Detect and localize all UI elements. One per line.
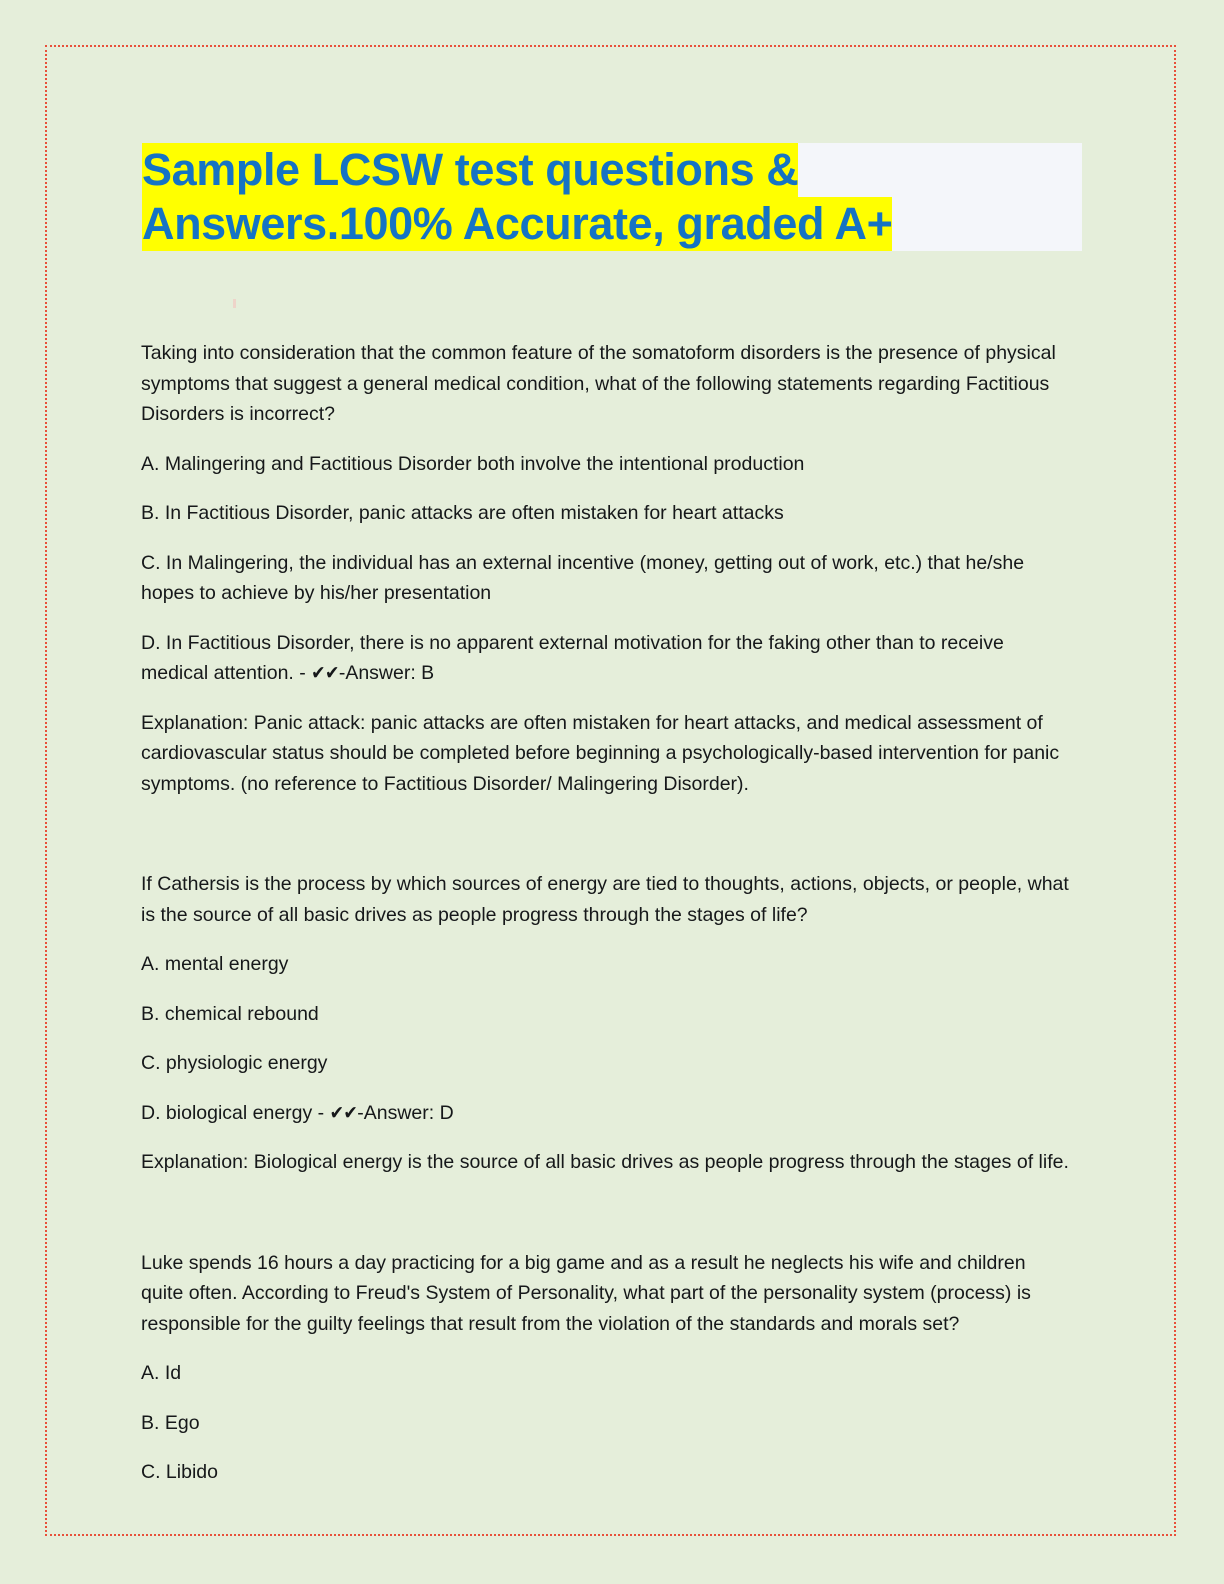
- answer-choice: C. Libido: [141, 1461, 218, 1483]
- question-prompt: Luke spends 16 hours a day practicing for a big game and as a result he neglects his wife and children quite often. According to Freud's System of Personality, what part of the personality system (process) is responsible for the guilty feelings that result from the violation of the standards and morals set?: [141, 1251, 1031, 1335]
- title-line-1: Sample LCSW test questions &: [142, 144, 799, 195]
- answer-choice: B. chemical rebound: [141, 1002, 319, 1025]
- stray-mark: [233, 299, 236, 308]
- explanation: Explanation: Biological energy is the source of all basic drives as people progress through the stages of life.: [141, 1151, 1069, 1173]
- answer-key: -Answer: B: [338, 662, 435, 684]
- checkmark-icon: ✔✔: [329, 1101, 358, 1124]
- checkmark-icon: ✔✔: [311, 662, 339, 684]
- explanation: Explanation: Panic attack: panic attacks are often mistaken for heart attacks, and medical assessment of cardiovascular status should be completed before beginning a psychologically-based intervention for panic symptoms. (no reference to Factitious Disorder/ Malingering Disorder).: [141, 711, 1060, 795]
- answer-choice: A. mental energy: [141, 953, 289, 975]
- answer-choice: B. In Factitious Disorder, panic attacks are often mistaken for heart attacks: [141, 502, 784, 524]
- title-block: [142, 143, 1082, 251]
- answer-choice-with-key: [141, 628, 1073, 689]
- question-prompt: If Cathersis is the process by which sources of energy are tied to thoughts, actions, objects, or people, what is the source of all basic drives as people progress through the stages of life?: [141, 873, 1069, 926]
- answer-choice-with-key: [141, 1098, 1073, 1129]
- answer-choice: A. Id: [141, 1362, 182, 1384]
- answer-choice: C. physiologic energy: [141, 1052, 328, 1074]
- answer-choice-text: D. In Factitious Disorder, there is no apparent external motivation for the faking other than to receive medical attention. -: [141, 631, 1004, 684]
- answer-choice: B. Ego: [141, 1411, 200, 1434]
- title-line-2: Answers.100% Accurate, graded A+: [142, 198, 893, 249]
- question-prompt: Taking into consideration that the common feature of the somatoform disorders is the presence of physical symptoms that suggest a general medical condition, what of the following statements regarding Factitious Disorders is incorrect?: [141, 342, 1056, 425]
- document-body: [141, 338, 1073, 1507]
- page-title: [142, 143, 1082, 251]
- answer-choice: A. Malingering and Factitious Disorder both involve the intentional production: [141, 452, 805, 475]
- answer-key: -Answer: D: [357, 1101, 454, 1124]
- answer-choice-text: D. biological energy -: [141, 1101, 330, 1124]
- answer-choice: C. In Malingering, the individual has an external incentive (money, getting out of work, etc.) that he/she hopes to achieve by his/her presentation: [141, 551, 1025, 604]
